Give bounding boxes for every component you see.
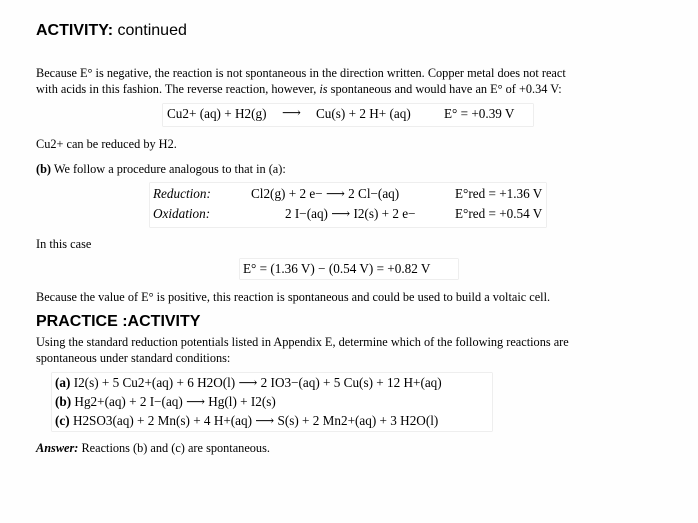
oxidation-label: Oxidation:	[153, 206, 211, 221]
reaction-a	[55, 375, 442, 391]
practice-line-1: Using the standard reduction potentials listed in Appendix E, determine which of the following reactions are	[36, 335, 569, 349]
practice-heading: PRACTICE :ACTIVITY	[36, 313, 201, 330]
reduction-note: Cu2+ can be reduced by H2.	[36, 137, 177, 151]
reaction-a-text: I2(s) + 5 Cu2+(aq) + 6 H2O(l) ⟶ 2 IO3−(aq) + 5 Cu(s) + 12 H+(aq)	[73, 375, 442, 390]
reduction-label: Reduction:	[153, 186, 211, 201]
reduction-equation: Cl2(g) + 2 e− ⟶ 2 Cl−(aq)	[251, 186, 400, 201]
paragraph-line-2b: spontaneous and would have an E° of +0.34 V:	[327, 82, 562, 96]
answer-label: Answer:	[36, 441, 79, 455]
equation-1-right: Cu(s) + 2 H+ (aq)	[316, 106, 411, 121]
reaction-c	[55, 413, 438, 429]
paragraph-line-2-is: is	[319, 82, 328, 96]
equation-1-left: Cu2+ (aq) + H2(g)	[167, 106, 267, 121]
oxidation-potential: E°red = +0.54 V	[455, 206, 543, 221]
paragraph-line-2a: with acids in this fashion. The reverse reaction, however,	[36, 82, 320, 96]
oxidation-equation: 2 I−(aq) ⟶ I2(s) + 2 e−	[285, 206, 416, 221]
paragraph-line-1: Because E° is negative, the reaction is not spontaneous in the direction written. Copper metal does not react	[36, 66, 566, 80]
heading-bold: ACTIVITY:	[36, 22, 114, 39]
answer-line	[36, 440, 270, 457]
reaction-c-text: H2SO3(aq) + 2 Mn(s) + 4 H+(aq) ⟶ S(s) + 2 Mn2+(aq) + 3 H2O(l)	[72, 413, 439, 428]
practice-line-2: spontaneous under standard conditions:	[36, 351, 231, 365]
equation-1-arrow: ⟶	[282, 105, 301, 120]
conclusion-paragraph: Because the value of E° is positive, this reaction is spontaneous and could be used to build a voltaic cell.	[36, 290, 551, 304]
section-heading	[36, 22, 187, 40]
reaction-b	[55, 394, 276, 410]
part-b-intro	[36, 161, 286, 178]
paragraph-line-2	[36, 81, 562, 98]
equation-2: E° = (1.36 V) − (0.54 V) = +0.82 V	[243, 261, 431, 276]
heading-rest: continued	[113, 22, 187, 39]
reaction-b-label: (b)	[55, 394, 72, 409]
in-this-case: In this case	[36, 237, 92, 251]
reaction-a-label: (a)	[55, 375, 71, 390]
part-b-text: We follow a procedure analogous to that in (a):	[51, 162, 286, 176]
answer-text: Reactions (b) and (c) are spontaneous.	[78, 441, 270, 455]
reduction-potential: E°red = +1.36 V	[455, 186, 543, 201]
reaction-c-label: (c)	[55, 413, 70, 428]
equation-1-value: E° = +0.39 V	[444, 106, 515, 121]
part-b-label: (b)	[36, 162, 52, 176]
reaction-b-text: Hg2+(aq) + 2 I−(aq) ⟶ Hg(l) + I2(s)	[74, 394, 276, 409]
